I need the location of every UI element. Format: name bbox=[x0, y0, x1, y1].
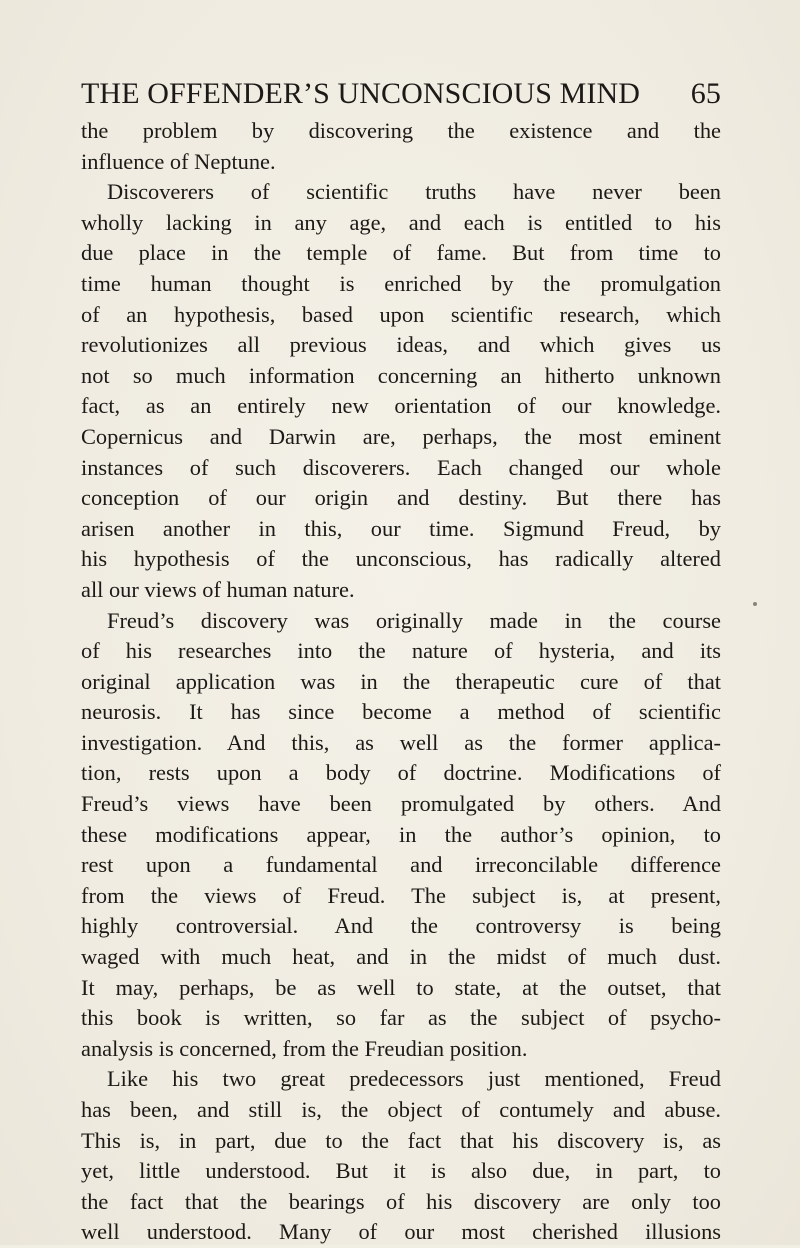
text-line: tion, rests upon a body of doctrine. Modifications of bbox=[81, 760, 721, 786]
text-line: wholly lacking in any age, and each is entitled to his bbox=[81, 209, 721, 235]
text-line: time human thought is enriched by the promulgation bbox=[81, 270, 721, 296]
text-line: the problem by discovering the existence and the bbox=[81, 118, 721, 143]
text-line: Like his two great predecessors just mentioned, Freud bbox=[107, 1066, 721, 1092]
text-line: from the views of Freud. The subject is, at present, bbox=[81, 882, 721, 908]
text-line: waged with much heat, and in the midst of much dust. bbox=[81, 944, 721, 970]
text-line: original application was in the therapeutic cure of that bbox=[81, 668, 721, 694]
text-line: of an hypothesis, based upon scientific research, which bbox=[81, 301, 721, 327]
text-line: all our views of human nature. bbox=[81, 576, 355, 602]
text-line: has been, and still is, the object of contumely and abuse. bbox=[81, 1097, 721, 1122]
text-line: of his researches into the nature of hysteria, and its bbox=[81, 638, 721, 664]
running-header-title: THE OFFENDER’S UNCONSCIOUS MIND bbox=[81, 77, 640, 110]
text-line: his hypothesis of the unconscious, has radically altered bbox=[81, 546, 721, 572]
text-line: Discoverers of scientific truths have never been bbox=[107, 179, 721, 205]
text-line: highly controversial. And the controversy is being bbox=[81, 913, 721, 939]
text-line: due place in the temple of fame. But from time to bbox=[81, 240, 721, 266]
text-line: the fact that the bearings of his discovery are only too bbox=[81, 1188, 721, 1214]
text-line: this book is written, so far as the subject of psycho- bbox=[81, 1005, 721, 1031]
margin-dot-mark bbox=[753, 602, 757, 606]
text-line: well understood. Many of our most cherished illusions bbox=[81, 1219, 721, 1245]
text-line: fact, as an entirely new orientation of our knowledge. bbox=[81, 393, 721, 419]
text-line: Copernicus and Darwin are, perhaps, the most eminent bbox=[81, 423, 721, 449]
text-line: neurosis. It has since become a method of scientific bbox=[81, 699, 721, 725]
text-line: This is, in part, due to the fact that his discovery is, as bbox=[81, 1127, 721, 1153]
text-line: arisen another in this, our time. Sigmund Freud, by bbox=[81, 515, 721, 541]
text-line: these modifications appear, in the author’s opinion, to bbox=[81, 821, 721, 847]
text-line: revolutionizes all previous ideas, and which gives us bbox=[81, 332, 721, 358]
text-line: yet, little understood. But it is also due, in part, to bbox=[81, 1158, 721, 1184]
text-line: conception of our origin and destiny. But there has bbox=[81, 485, 721, 511]
text-line: not so much information concerning an hitherto unknown bbox=[81, 362, 721, 388]
text-line: Freud’s discovery was originally made in the course bbox=[107, 607, 721, 633]
page-number: 65 bbox=[690, 77, 721, 110]
text-line: analysis is concerned, from the Freudian position. bbox=[81, 1035, 528, 1061]
body-text bbox=[81, 116, 721, 1248]
text-line: instances of such discoverers. Each changed our whole bbox=[81, 454, 721, 480]
text-line: It may, perhaps, be as well to state, at the outset, that bbox=[81, 974, 721, 1000]
text-line: investigation. And this, as well as the former applica- bbox=[81, 729, 721, 755]
text-line: influence of Neptune. bbox=[81, 148, 276, 174]
running-header bbox=[81, 77, 721, 111]
text-line: rest upon a fundamental and irreconcilable difference bbox=[81, 852, 721, 878]
text-line: Freud’s views have been promulgated by others. And bbox=[81, 791, 721, 817]
